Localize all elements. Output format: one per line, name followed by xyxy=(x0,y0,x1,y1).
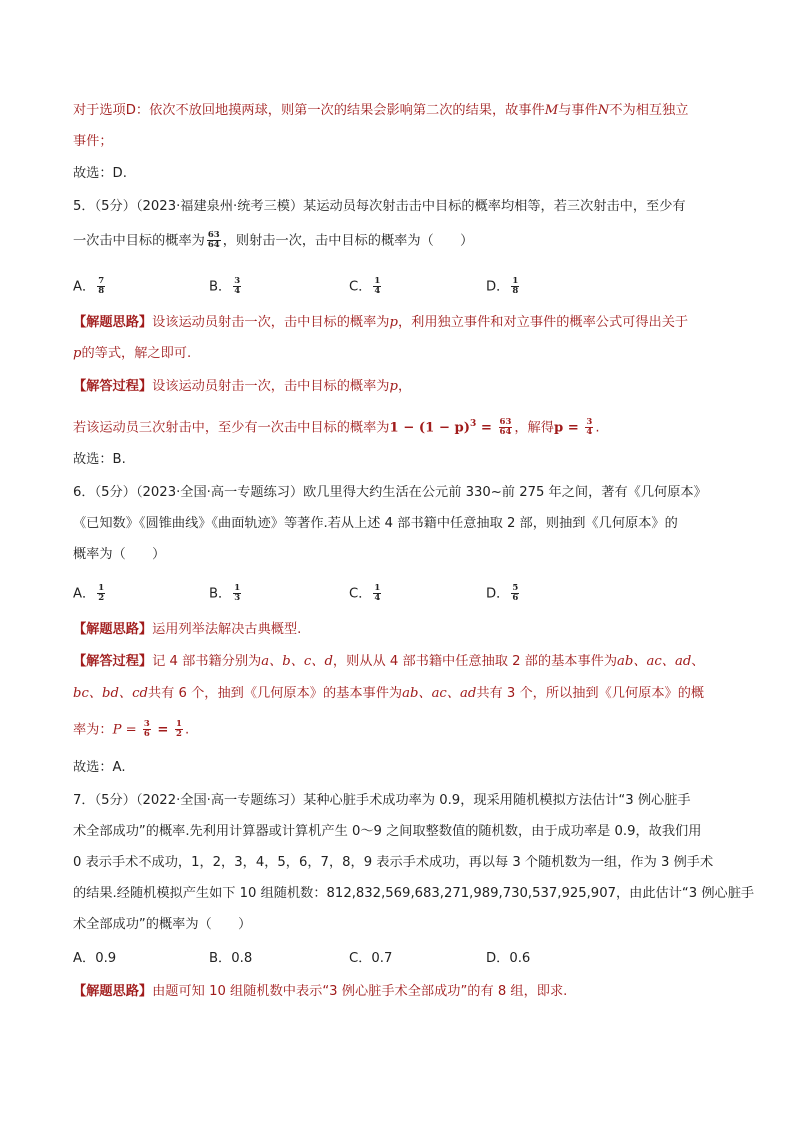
q5-answer: 故选：B. xyxy=(73,452,126,467)
q7-option-a[interactable]: A．0.9 xyxy=(73,951,117,966)
q5-option-b[interactable]: B． $\frac{3}{4}$ xyxy=(209,276,241,296)
q6-stem-line2: 《已知数》《圆锥曲线》《曲面轨迹》等著作.若从上述 4 部书籍中任意抽取 2 部，则抽到《几何原本》的 xyxy=(73,516,678,531)
q5-solution-idea: 【解题思路】设该运动员射击一次，击中目标的概率为p，利用独立事件和对立事件的概率公式可得出关于 xyxy=(73,315,689,330)
q7-solution-idea: 【解题思路】由题可知 10 组随机数中表示“3 例心脏手术全部成功”的有 8 组，即求. xyxy=(73,984,568,999)
q6-option-c-frac: $\frac{1}{4}$ xyxy=(374,583,381,603)
q7-option-d[interactable]: D．0.6 xyxy=(486,951,531,966)
q7-option-b[interactable]: B．0.8 xyxy=(209,951,253,966)
q5-option-c-frac: $\frac{1}{4}$ xyxy=(374,276,381,296)
q5-option-a-frac: $\frac{7}{8}$ xyxy=(98,276,105,296)
q5-stem-line1: 5．（5分）（2023·福建泉州·统考三模）某运动员每次射击击中目标的概率均相等，若三次射击中，至少有 xyxy=(73,199,686,214)
q6-option-d[interactable]: D． $\frac{5}{6}$ xyxy=(486,583,519,603)
q6-solution-process-result: 率为：P = $\frac{3}{6}$ = $\frac{1}{2}$ . xyxy=(73,719,190,739)
q7-stem-line4: 的结果.经随机模拟产生如下 10 组随机数：812,832,569,683,271,989,730,537,925,907，由此估计“3 例心脏手 xyxy=(73,886,755,901)
q7-option-c[interactable]: C．0.7 xyxy=(349,951,393,966)
q5-solution-idea-cont: p的等式，解之即可. xyxy=(73,346,192,361)
q5-stem-line2: 一次击中目标的概率为 $\frac{63}{64}$ ，则射击一次，击中目标的概率为（ ） xyxy=(73,230,474,250)
q7-stem-line1: 7．（5分）（2022·全国·高一专题练习）某种心脏手术成功率为 0.9，现采用随机模拟方法估计“3 例心脏手 xyxy=(73,793,691,808)
q6-solution-idea: 【解题思路】运用列举法解决古典概型. xyxy=(73,622,302,637)
q5-option-b-frac: $\frac{3}{4}$ xyxy=(234,276,241,296)
q6-option-a-frac: $\frac{1}{2}$ xyxy=(98,583,105,603)
q4-option-d-analysis-cont: 事件； xyxy=(73,134,113,149)
q6-stem-line1: 6．（5分）（2023·全国·高一专题练习）欧几里得大约生活在公元前 330~前 275 年之间，著有《几何原本》 xyxy=(73,485,707,500)
q6-solution-process-cont: bc、bd、cd共有 6 个，抽到《几何原本》的基本事件为ab、ac、ad共有 3 个，所以抽到《几何原本》的概 xyxy=(73,686,705,701)
q5-fraction-63-64: $\frac{63}{64}$ xyxy=(207,230,220,250)
q5-solution-process: 【解答过程】设该运动员射击一次，击中目标的概率为p， xyxy=(73,379,412,394)
q6-option-d-frac: $\frac{5}{6}$ xyxy=(512,583,519,603)
q5-option-d-frac: $\frac{1}{8}$ xyxy=(512,276,519,296)
q6-option-b-frac: $\frac{1}{3}$ xyxy=(234,583,241,603)
q5-option-c[interactable]: C． $\frac{1}{4}$ xyxy=(349,276,381,296)
var-m: M xyxy=(544,103,559,118)
q6-option-b[interactable]: B． $\frac{1}{3}$ xyxy=(209,583,241,603)
q4-answer: 故选：D. xyxy=(73,166,127,181)
q7-stem-line2: 术全部成功”的概率.先利用计算器或计算机产生 0～9 之间取整数值的随机数，由于成功率是 0.9，故我们用 xyxy=(73,824,702,839)
q6-stem-line3: 概率为（ ） xyxy=(73,547,166,562)
q6-option-c[interactable]: C． $\frac{1}{4}$ xyxy=(349,583,381,603)
q7-stem-line5: 术全部成功”的概率为（ ） xyxy=(73,917,252,932)
q4-option-d-analysis: 对于选项D：依次不放回地摸两球，则第一次的结果会影响第二次的结果，故事件M与事件N不为相互独立 xyxy=(73,103,689,118)
q6-answer: 故选：A. xyxy=(73,760,126,775)
var-n: N xyxy=(597,103,610,118)
q6-option-a[interactable]: A． $\frac{1}{2}$ xyxy=(73,583,105,603)
q6-solution-process: 【解答过程】记 4 部书籍分别为a、b、c、d，则从从 4 部书籍中任意抽取 2 部的基本事件为ab、ac、ad、 xyxy=(73,654,705,669)
q5-option-a[interactable]: A． $\frac{7}{8}$ xyxy=(73,276,105,296)
q7-stem-line3: 0 表示手术不成功，1，2，3，4，5，6，7，8，9 表示手术成功，再以每 3 个随机数为一组，作为 3 例手术 xyxy=(73,855,714,870)
q5-solution-process-cont: 若该运动员三次射击中，至少有一次击中目标的概率为$1 - (1 - p)^3$ = $\frac{63}{64}$ ，解得p = $\frac{3}{4}$ . xyxy=(73,416,600,437)
q5-option-d[interactable]: D． $\frac{1}{8}$ xyxy=(486,276,519,296)
